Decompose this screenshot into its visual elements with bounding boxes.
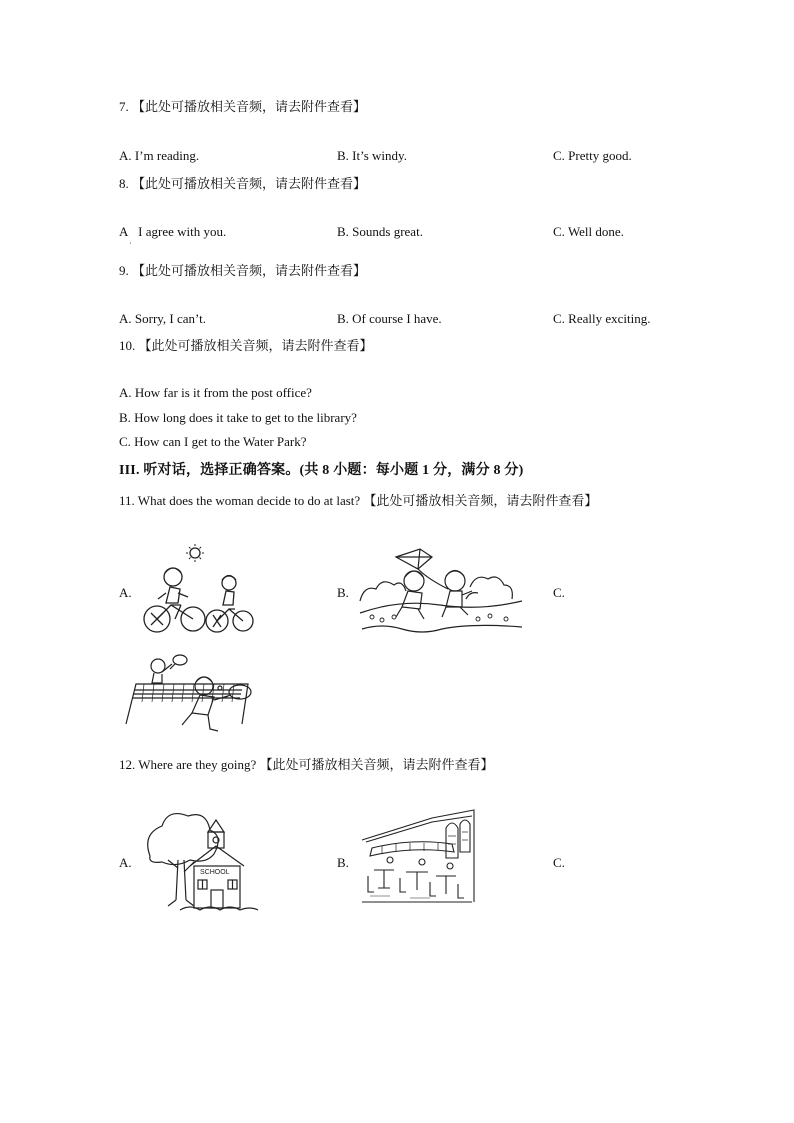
option-11c-label[interactable]: C. [553, 585, 565, 600]
stray-mark: · [129, 239, 132, 248]
cycling-picture[interactable] [137, 543, 257, 638]
question-12 [119, 754, 494, 773]
question-number: 8. [119, 176, 129, 191]
option-12b-label[interactable]: B. [337, 855, 349, 870]
option-7c[interactable]: C. Pretty good. [553, 148, 632, 163]
option-7b[interactable]: B. It’s windy. [337, 148, 407, 163]
school-sign-text: SCHOOL [200, 869, 230, 876]
question-number: 11. [119, 493, 135, 508]
question-10 [119, 335, 373, 354]
question-11 [119, 490, 597, 509]
option-9c[interactable]: C. Really exciting. [553, 311, 651, 326]
option-8b[interactable]: B. Sounds great. [337, 224, 423, 239]
option-8a[interactable]: A I agree with you. [119, 224, 227, 239]
option-8c[interactable]: C. Well done. [553, 224, 624, 239]
cafe-picture[interactable] [360, 806, 476, 912]
question-number: 12. [119, 757, 136, 772]
option-7a[interactable]: A. I’m reading. [119, 148, 200, 163]
option-11b-label[interactable]: B. [337, 585, 349, 600]
option-12c-label[interactable]: C. [553, 855, 565, 870]
question-number: 7. [119, 99, 129, 114]
question-text: What does the woman decide to do at last? [137, 493, 361, 508]
question-text: Where are they going? [138, 757, 257, 772]
audio-prompt[interactable]: 【此处可播放相关音频，请去附件查看】 [132, 176, 367, 191]
option-9a[interactable]: A. Sorry, I can’t. [119, 311, 207, 326]
tennis-picture[interactable] [120, 652, 268, 744]
question-7 [119, 96, 366, 115]
option-10a[interactable]: A. How far is it from the post office? [119, 385, 312, 400]
audio-prompt[interactable]: 【此处可播放相关音频，请去附件查看】 [132, 263, 367, 278]
question-number: 9. [119, 263, 129, 278]
audio-prompt[interactable]: 【此处可播放相关音频，请去附件查看】 [138, 338, 373, 353]
option-10c[interactable]: C. How can I get to the Water Park? [119, 434, 307, 449]
section-heading: III. 听对话，选择正确答案。(共 8 小题：每小题 1 分，满分 8 分) [119, 463, 524, 478]
question-8 [119, 173, 366, 192]
option-11a-label[interactable]: A. [119, 585, 132, 600]
kite-flying-picture[interactable] [358, 543, 524, 638]
question-number: 10. [119, 338, 136, 353]
option-9b[interactable]: B. Of course I have. [337, 311, 442, 326]
question-9 [119, 260, 366, 279]
audio-prompt[interactable]: 【此处可播放相关音频，请去附件查看】 [259, 757, 494, 772]
option-10b[interactable]: B. How long does it take to get to the library? [119, 410, 357, 425]
audio-prompt[interactable]: 【此处可播放相关音频，请去附件查看】 [363, 493, 598, 508]
school-picture[interactable] [140, 808, 262, 918]
option-12a-label[interactable]: A. [119, 855, 132, 870]
audio-prompt[interactable]: 【此处可播放相关音频，请去附件查看】 [132, 99, 367, 114]
